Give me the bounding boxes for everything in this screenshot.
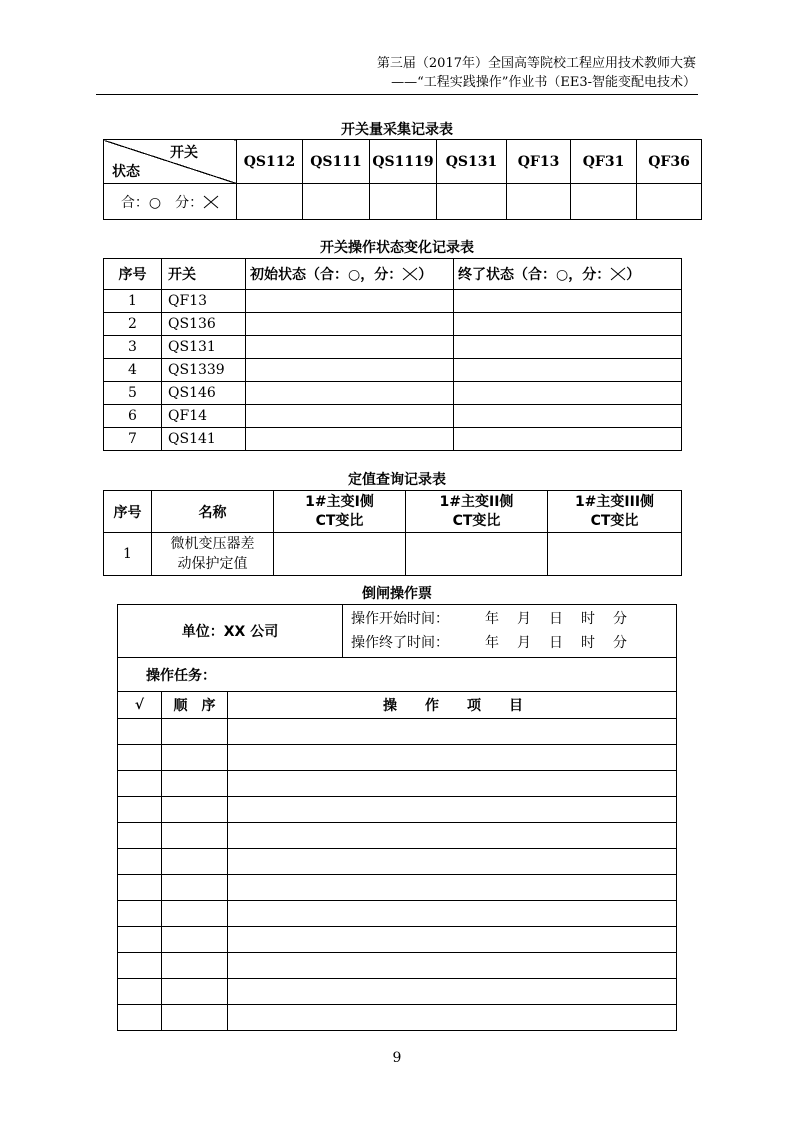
order-cell[interactable] [162,875,228,901]
order-cell[interactable] [162,771,228,797]
entry-cell[interactable] [571,184,637,220]
year-label: 年 [485,611,500,627]
final-state-cell[interactable] [454,405,682,428]
header-line: 1#主变III侧 [574,493,655,510]
table-row [118,771,677,797]
name-cell [152,533,274,576]
check-cell[interactable] [118,927,162,953]
table4-caption: 倒闸操作票 [362,586,432,602]
ct-ratio-side3-header [548,491,682,533]
entry-cell[interactable] [507,184,571,220]
month-label: 月 [517,635,532,651]
table-row [118,901,677,927]
switching-operation-ticket [117,604,677,1031]
diag-header-state: 状态 [112,164,140,180]
table-row [118,797,677,823]
minute-label: 分 [613,611,628,627]
check-cell[interactable] [118,771,162,797]
state-legend-cell [104,184,237,220]
seq-cell: 4 [104,359,162,382]
column-header: QS111 [303,140,370,184]
hour-label: 时 [581,611,596,627]
page-number: 9 [392,1050,402,1066]
table-row [118,979,677,1005]
seq-header: 序号 [104,259,162,290]
item-cell[interactable] [228,823,677,849]
table-row [104,313,682,336]
minute-label: 分 [613,635,628,651]
cross-icon [610,267,626,281]
seq-cell: 1 [104,533,152,576]
item-cell[interactable] [228,771,677,797]
item-cell[interactable] [228,927,677,953]
item-cell[interactable] [228,849,677,875]
table2-caption: 开关操作状态变化记录表 [320,240,474,256]
table-row [104,405,682,428]
check-cell[interactable] [118,745,162,771]
final-state-label-end: ） [626,267,641,283]
item-cell[interactable] [228,745,677,771]
header-line: 1#主变II侧 [439,493,514,510]
switch-cell: QS136 [162,313,246,336]
order-cell[interactable] [162,797,228,823]
header-rule [96,94,698,95]
name-line: 动保护定值 [177,556,248,572]
document-header [377,54,696,92]
column-header: QF13 [507,140,571,184]
name-header: 名称 [152,491,274,533]
column-header: QF36 [637,140,702,184]
switch-collection-table [103,139,702,220]
switch-cell: QF14 [162,405,246,428]
item-cell[interactable] [228,875,677,901]
final-state-header [454,259,682,290]
switch-cell: QS141 [162,428,246,451]
table-row [104,382,682,405]
diagonal-header-cell [104,140,237,184]
table-row [118,745,677,771]
check-cell[interactable] [118,849,162,875]
table-row [104,359,682,382]
entry-cell[interactable] [303,184,370,220]
table-row [104,336,682,359]
initial-state-cell[interactable] [246,382,454,405]
item-cell[interactable] [228,797,677,823]
item-cell[interactable] [228,953,677,979]
switch-cell: QS131 [162,336,246,359]
table-row [118,849,677,875]
switch-cell: QF13 [162,290,246,313]
entry-cell[interactable] [370,184,437,220]
table-row [118,927,677,953]
switch-cell: QS146 [162,382,246,405]
seq-cell: 3 [104,336,162,359]
order-header: 顺 序 [162,692,228,719]
check-cell[interactable] [118,901,162,927]
header-line: CT变比 [590,512,639,529]
initial-state-cell[interactable] [246,336,454,359]
header-line-2: ——“工程实践操作”作业书（EE3-智能变配电技术） [391,75,696,90]
year-label: 年 [485,635,500,651]
check-cell[interactable] [118,875,162,901]
name-line: 微机变压器差 [170,536,255,552]
initial-state-label-end: ） [418,267,433,283]
check-cell[interactable] [118,823,162,849]
day-label: 日 [549,635,564,651]
column-header: QF31 [571,140,637,184]
item-cell[interactable] [228,901,677,927]
entry-cell[interactable] [237,184,303,220]
month-label: 月 [517,611,532,627]
order-cell[interactable] [162,901,228,927]
table-row [118,875,677,901]
day-label: 日 [549,611,564,627]
table-row [104,533,682,576]
initial-state-cell[interactable] [246,405,454,428]
check-cell[interactable] [118,979,162,1005]
hour-label: 时 [581,635,596,651]
entry-cell[interactable] [637,184,702,220]
final-state-cell[interactable] [454,382,682,405]
order-cell[interactable] [162,719,228,745]
column-header: QS1119 [370,140,437,184]
state-legend-text: 合：○ 分： [120,194,204,211]
header-line: CT变比 [315,512,364,529]
initial-state-cell[interactable] [246,428,454,451]
setting-query-table [103,490,682,576]
final-state-cell[interactable] [454,290,682,313]
seq-cell: 1 [104,290,162,313]
unit-cell: 单位：XX 公司 [118,605,343,658]
final-state-cell[interactable] [454,313,682,336]
header-line: CT变比 [452,512,501,529]
order-cell[interactable] [162,823,228,849]
initial-state-cell[interactable] [246,313,454,336]
order-cell[interactable] [162,979,228,1005]
column-header: QS112 [237,140,303,184]
entry-cell[interactable] [437,184,507,220]
initial-state-label: 初始状态（合：○，分： [250,267,403,283]
seq-cell: 7 [104,428,162,451]
switch-operation-table [103,258,682,451]
seq-header: 序号 [104,491,152,533]
check-cell[interactable] [118,797,162,823]
header-line: 1#主变I侧 [305,493,374,510]
start-time-label: 操作开始时间： [351,611,450,627]
table-row [104,428,682,451]
diag-header-switch: 开关 [170,145,198,161]
table-row [118,1005,677,1031]
initial-state-cell[interactable] [246,359,454,382]
final-state-label: 终了状态（合：○，分： [458,267,611,283]
start-time-row [351,607,676,631]
initial-state-cell[interactable] [246,290,454,313]
table1-caption: 开关量采集记录表 [341,122,453,138]
item-cell[interactable] [228,979,677,1005]
cross-icon [402,267,418,281]
item-cell[interactable] [228,1005,677,1031]
final-state-cell[interactable] [454,359,682,382]
final-state-cell[interactable] [454,428,682,451]
table3-caption: 定值查询记录表 [348,472,446,488]
check-cell[interactable] [118,953,162,979]
ct-ratio-side2-header [406,491,548,533]
switch-cell: QS1339 [162,359,246,382]
table-row [118,719,677,745]
switch-header: 开关 [162,259,246,290]
item-cell[interactable] [228,719,677,745]
end-time-label: 操作终了时间： [351,635,450,651]
check-header: √ [118,692,162,719]
seq-cell: 6 [104,405,162,428]
order-cell[interactable] [162,953,228,979]
seq-cell: 2 [104,313,162,336]
check-cell[interactable] [118,719,162,745]
table-row [104,290,682,313]
entry-cell[interactable] [274,533,406,576]
table-row [118,823,677,849]
cross-icon [203,195,219,209]
entry-cell[interactable] [406,533,548,576]
final-state-cell[interactable] [454,336,682,359]
items-header: 操 作 项 目 [228,692,677,719]
header-line-1: 第三届（2017年）全国高等院校工程应用技术教师大赛 [376,56,696,71]
order-cell[interactable] [162,745,228,771]
time-cell [343,605,677,658]
order-cell[interactable] [162,849,228,875]
table-row [118,953,677,979]
end-time-row [351,631,676,655]
seq-cell: 5 [104,382,162,405]
order-cell[interactable] [162,927,228,953]
check-cell[interactable] [118,1005,162,1031]
ct-ratio-side1-header [274,491,406,533]
entry-cell[interactable] [548,533,682,576]
task-cell[interactable]: 操作任务： [118,658,677,692]
order-cell[interactable] [162,1005,228,1031]
initial-state-header [246,259,454,290]
column-header: QS131 [437,140,507,184]
